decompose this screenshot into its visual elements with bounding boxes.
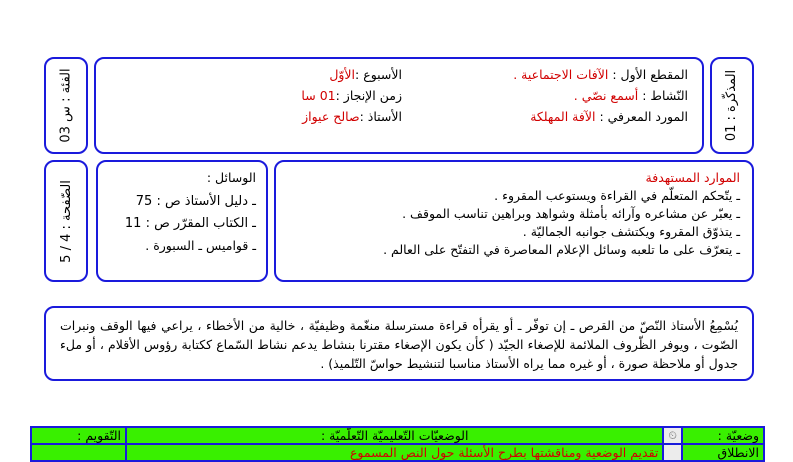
resources-title: الموارد المستهدفة xyxy=(645,170,740,185)
resource-line: المورد المعرفي : الآفة المهلكة xyxy=(530,109,688,124)
resource-item: ـ يتذوّق المقروء ويكتشف جوانبه الجماليّة . xyxy=(522,224,740,239)
tools-title: الوسائل : xyxy=(206,170,256,185)
situation-cell: الانطلاق xyxy=(682,444,764,461)
activity-line: النّشاط : أسمع نصّي . xyxy=(573,88,688,103)
segment-line: المقطع الأول : الآفات الاجتماعية . xyxy=(513,67,688,82)
class-label: الفئة : س 03 xyxy=(58,68,74,143)
lesson-plan-table xyxy=(30,426,765,462)
week-line: الأسبوع :الأوّل xyxy=(329,67,402,82)
evaluation-header: التّقويم : xyxy=(31,427,126,444)
time-cell xyxy=(663,444,682,461)
instructions-text: يُسْمِعُ الأستاذ النّصّ من القرص ـ إن توفّر ـ أو يقرأه قراءة مسترسلة منغّمة وظيفيّة ، خالية من الأخطاء ، يراعي فيها الوقف ونبرات الصّوت ، ويوفر الظّروف الملائمة للإصغاء الجيّد ( كأن يكون الإصغاء مقترنا بنشاط يدعم نشاط السّماع ككتابة رؤوس الأقلام ، أو ملء جدول أو ملاحظة صورة ، أو غيره مما يراه الأستاذ مناسبا لتنشيط حواسّ التّلميذ) . xyxy=(60,318,738,371)
lesson-info-box xyxy=(94,57,704,154)
table-header-row xyxy=(31,427,764,444)
class-box xyxy=(44,57,88,154)
resource-item: ـ يتعرّف على ما تلعبه وسائل الإعلام المعاصرة في التفتّح على العالم . xyxy=(383,242,740,257)
situation-header: وضعيّة : xyxy=(682,427,764,444)
resource-item: ـ يتّحكم المتعلّم في القراءة ويستوعب المقروء . xyxy=(494,188,740,203)
evaluation-cell xyxy=(31,444,126,461)
duration-line: زمن الإنجاز :01 سا xyxy=(301,88,402,103)
tool-item: ـ قواميس ـ السبورة . xyxy=(145,238,256,253)
tool-item: ـ الكتاب المقرّر ص : 11 xyxy=(124,216,256,231)
table-row xyxy=(31,444,764,461)
activities-cell: تقديم الوضعية ومناقشتها بطرح الأسئلة حول النص المسموع xyxy=(126,444,663,461)
memo-number-label: المذكّرة : 01 xyxy=(724,69,740,142)
clock-icon: ⏲ xyxy=(663,427,682,444)
target-resources-box xyxy=(274,160,754,282)
teacher-line: الأستاذ :صالح عيواز xyxy=(302,109,402,124)
resource-item: ـ يعبّر عن مشاعره وآرائه بأمثلة وشواهد وبراهين تناسب الموقف . xyxy=(402,206,740,221)
instructions-box xyxy=(44,306,754,381)
page-box xyxy=(44,160,88,282)
activities-header: الوضعيّات التّعليميّة التّعلّميّة : xyxy=(126,427,663,444)
tool-item: ـ دليل الأستاذ ص : 75 xyxy=(135,194,256,209)
memo-number-box xyxy=(710,57,754,154)
tools-box xyxy=(96,160,268,282)
page-label: الصّفحة : 4 / 5 xyxy=(58,179,74,263)
